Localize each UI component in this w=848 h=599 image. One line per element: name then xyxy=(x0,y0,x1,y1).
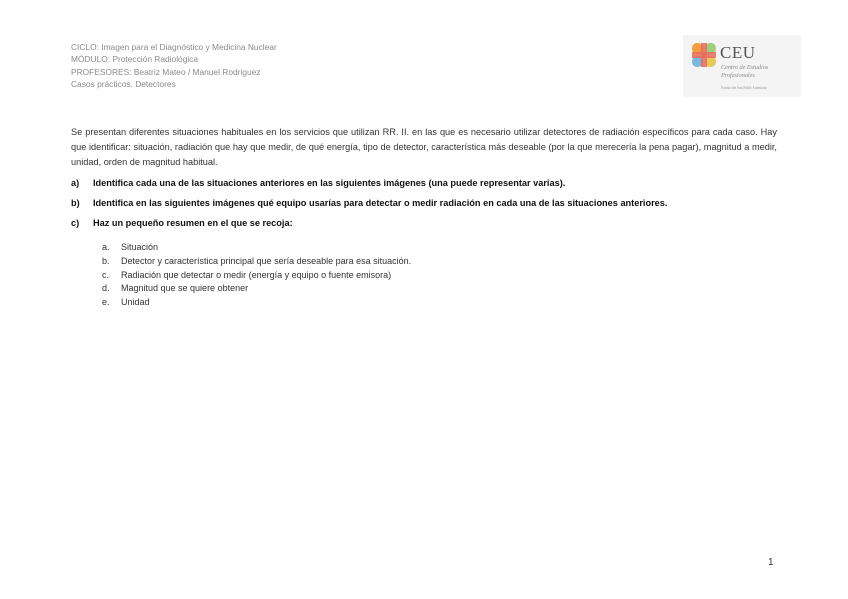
page-number: 1 xyxy=(768,557,774,568)
header-modulo: MÓDULO: Protección Radiológica xyxy=(71,54,199,65)
list-item xyxy=(102,241,602,255)
list-item-letter: e. xyxy=(102,297,110,308)
list-item-text: Situación xyxy=(121,242,159,252)
list-item-letter: a. xyxy=(102,242,110,252)
logo-foundation: Fundación San Pablo Andalucía xyxy=(721,86,768,90)
ceu-cross-icon xyxy=(692,43,716,67)
ceu-logo xyxy=(683,35,801,97)
question-c xyxy=(71,217,791,237)
list-item-text: Radiación que detectar o medir (energía y equipo o fuente emisora) xyxy=(121,269,392,280)
list-item-text: Magnitud que se quiere obtener xyxy=(121,283,249,294)
question-a xyxy=(71,177,791,197)
question-text: Identifica cada una de las situaciones anteriores en las siguientes imágenes (una puede representar varias). xyxy=(93,178,566,188)
logo-subtitle-line-1: Centro de Estudios xyxy=(721,64,769,71)
list-item xyxy=(102,296,602,310)
intro-paragraph: Se presentan diferentes situaciones habituales en los servicios que utilizan RR. II. en las que es necesario utilizar detectores de radiación específicos para cada caso. Hay que identificar: situación, radiación que hay que medir, de qué energía, tipo de detector, característica más deseable (por la que merecería la pena pagar), magnitud a medir, unidad, orden de magnitud habitual. xyxy=(71,127,777,168)
question-text: Identifica en las siguientes imágenes qué equipo usarías para detectar o medir radiación en cada una de las situaciones anteriores. xyxy=(93,198,668,208)
header-tema: Casos prácticos. Detectores xyxy=(71,78,176,89)
list-item xyxy=(102,255,602,269)
list-item-letter: b. xyxy=(102,255,110,266)
summary-sublist xyxy=(102,241,602,310)
question-letter: b) xyxy=(71,198,80,208)
question-list xyxy=(71,177,791,237)
question-letter: a) xyxy=(71,178,80,188)
list-item-text: Unidad xyxy=(121,297,150,308)
list-item-letter: c. xyxy=(102,269,110,280)
document-header xyxy=(71,41,491,90)
list-item-text: Detector y característica principal que sería deseable para esa situación. xyxy=(121,255,412,266)
logo-title: CEU xyxy=(720,43,756,62)
question-b xyxy=(71,197,791,217)
logo-subtitle-line-2: Profesionales xyxy=(721,72,755,79)
header-profesores: PROFESORES: Beatriz Mateo / Manuel Rodriguez xyxy=(71,66,261,77)
question-letter: c) xyxy=(71,218,80,228)
list-item xyxy=(102,282,602,296)
question-text: Haz un pequeño resumen en el que se recoja: xyxy=(93,218,293,228)
header-ciclo: CICLO: Imagen para el Diagnóstico y Medicina Nuclear xyxy=(71,42,277,52)
list-item xyxy=(102,269,602,283)
logo-subtitle xyxy=(721,64,768,80)
list-item-letter: d. xyxy=(102,283,110,294)
